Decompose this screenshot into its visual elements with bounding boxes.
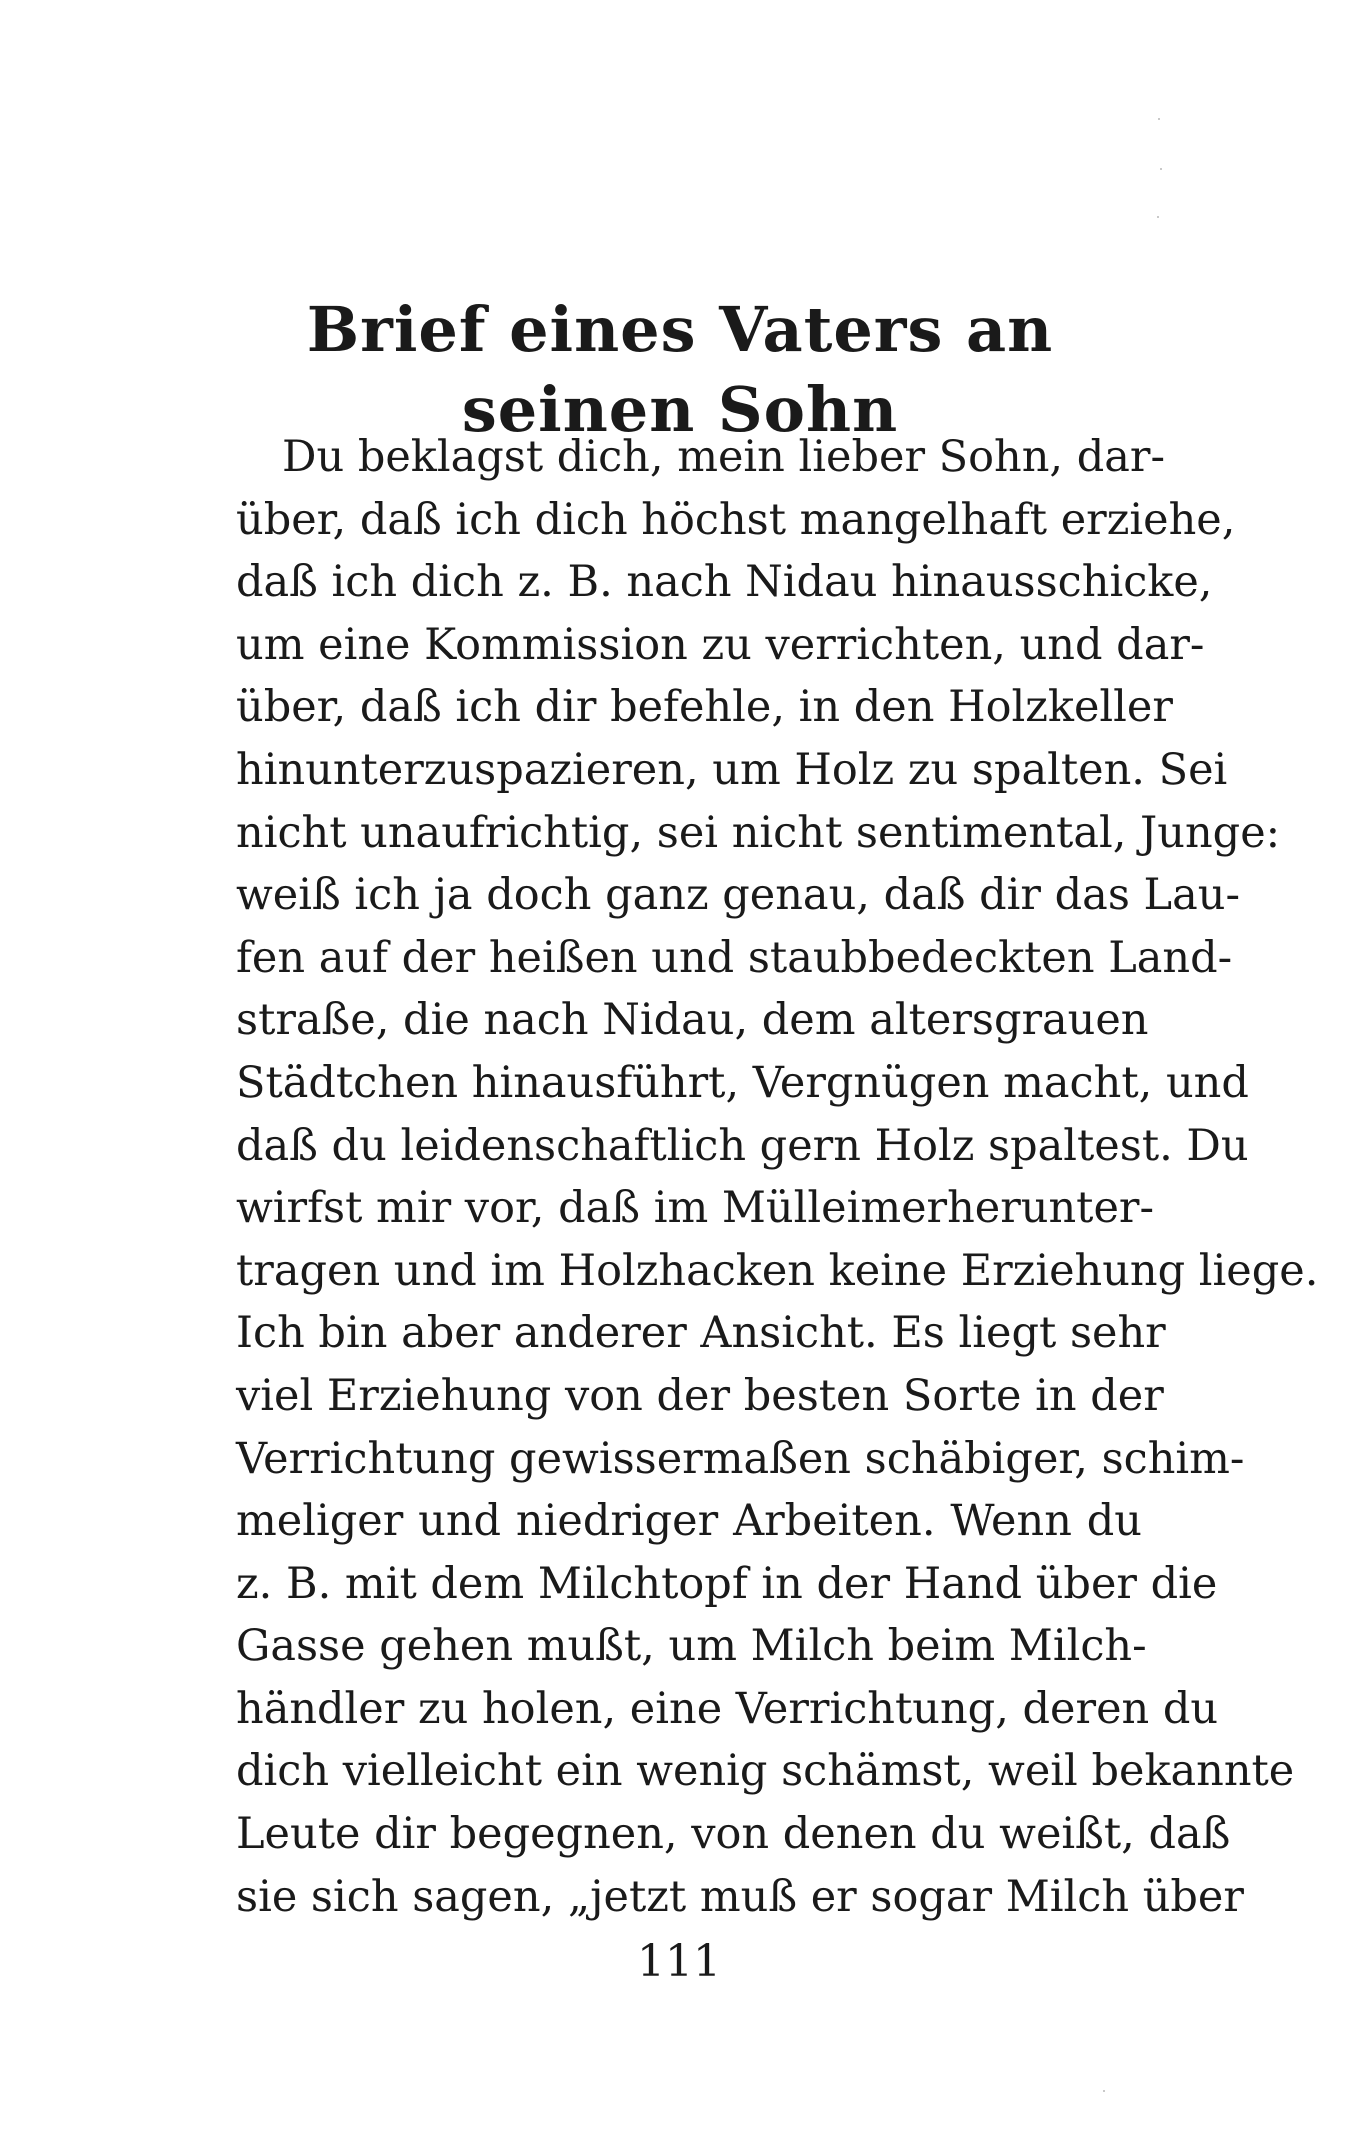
text-line: hinunterzuspazieren, um Holz zu spalten. Sei: [236, 744, 1228, 795]
paper-speck: [1160, 168, 1162, 170]
text-line: Du beklagst dich, mein lieber Sohn, dar-: [282, 432, 1165, 482]
text-line: um eine Kommission zu verrichten, und dar-: [236, 619, 1205, 670]
text-line: Gasse gehen mußt, um Milch beim Milch-: [236, 1621, 1147, 1672]
body-text: [236, 426, 1319, 1928]
text-line: händler zu holen, eine Verrichtung, deren du: [236, 1683, 1219, 1734]
text-line: sie sich sagen, „jetzt muß er sogar Milch über: [236, 1871, 1244, 1922]
text-line: wirfst mir vor, daß im Mülleimerherunter-: [236, 1183, 1154, 1234]
text-line: über, daß ich dir befehle, in den Holzkeller: [236, 682, 1173, 733]
text-line: Ich bin aber anderer Ansicht. Es liegt sehr: [236, 1308, 1166, 1359]
page-title: Brief eines Vaters an seinen Sohn: [306, 293, 1054, 446]
text-line: Verrichtung gewissermaßen schäbiger, schim-: [236, 1433, 1245, 1484]
paper-speck: [1158, 118, 1160, 120]
paper-speck: [1103, 2090, 1105, 2092]
text-line: daß du leidenschaftlich gern Holz spaltest. Du: [236, 1120, 1249, 1171]
text-line: weiß ich ja doch ganz genau, daß dir das Lau-: [236, 870, 1240, 921]
paper-speck: [1157, 216, 1159, 218]
text-line: viel Erziehung von der besten Sorte in der: [236, 1370, 1164, 1421]
text-line: meliger und niedriger Arbeiten. Wenn du: [236, 1496, 1142, 1547]
text-line: über, daß ich dich höchst mangelhaft erziehe,: [236, 494, 1236, 545]
text-line: Leute dir begegnen, von denen du weißt, daß: [236, 1809, 1231, 1860]
page-number: 111: [637, 1936, 721, 1987]
text-line: straße, die nach Nidau, dem altersgrauen: [236, 995, 1149, 1046]
text-line: Städtchen hinausführt, Vergnügen macht, und: [236, 1057, 1249, 1108]
text-line: tragen und im Holzhacken keine Erziehung liege.: [236, 1245, 1319, 1296]
text-line: z. B. mit dem Milchtopf in der Hand über die: [236, 1558, 1218, 1609]
text-line: daß ich dich z. B. nach Nidau hinausschicke,: [236, 557, 1213, 608]
text-line: dich vielleicht ein wenig schämst, weil bekannte: [236, 1746, 1295, 1797]
text-line: fen auf der heißen und staubbedeckten Land-: [236, 932, 1233, 983]
text-line: nicht unaufrichtig, sei nicht sentimental, Junge:: [236, 807, 1281, 858]
